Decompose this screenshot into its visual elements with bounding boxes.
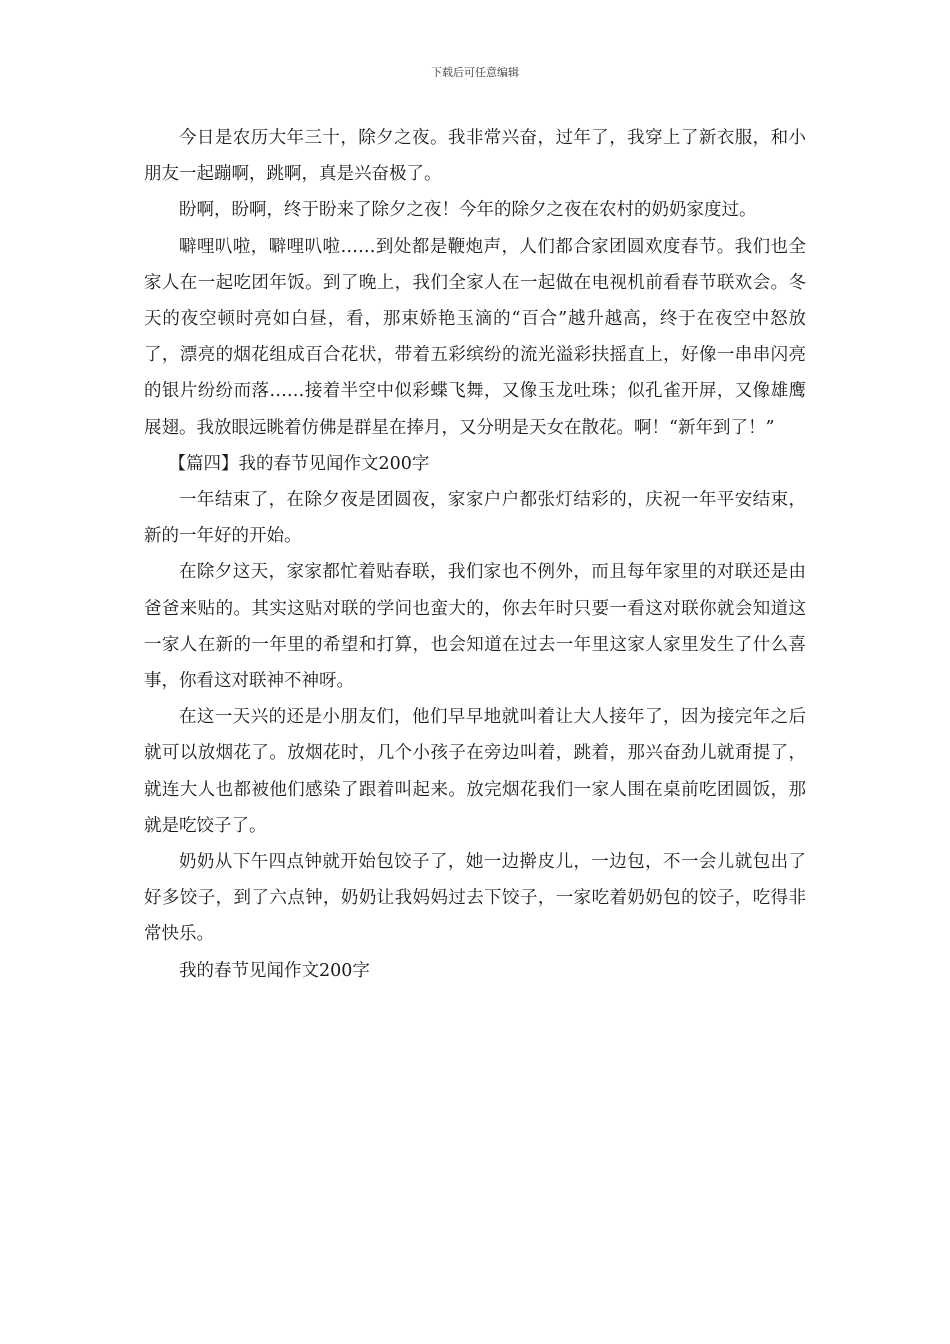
paragraph-1: 今日是农历大年三十，除夕之夜。我非常兴奋，过年了，我穿上了新衣服，和小朋友一起蹦啊，跳啊，真是兴奋极了。 [144,128,806,185]
paragraph-6: 在这一天兴的还是小朋友们，他们早早地就叫着让大人接年了，因为接完年之后就可以放烟花了。放烟花时，几个小孩子在旁边叫着，跳着，那兴奋劲儿就甭提了，就连大人也都被他们感染了跟着叫起来。放完烟花我们一家人围在桌前吃团圆饭，那就是吃饺子了。 [144,707,806,836]
section-title: 【篇四】我的春节见闻作文200字 [168,453,430,474]
document-body [144,120,806,989]
paragraph-5: 在除夕这天，家家都忙着贴春联，我们家也不例外，而且每年家里的对联还是由爸爸来贴的。其实这贴对联的学问也蛮大的，你去年时只要一看这对联你就会知道这一家人在新的一年里的希望和打算，也会知道在过去一年里这家人家里发生了什么喜事，你看这对联神不神呀。 [144,562,806,692]
page-header: 下载后可任意编辑 [431,66,519,79]
paragraph-7: 奶奶从下午四点钟就开始包饺子了，她一边擀皮儿，一边包，不一会儿就包出了好多饺子，到了六点钟，奶奶让我妈妈过去下饺子，一家吃着奶奶包的饺子，吃得非常快乐。 [144,852,806,945]
paragraph-2: 盼啊，盼啊，终于盼来了除夕之夜！今年的除夕之夜在农村的奶奶家度过。 [179,200,757,221]
paragraph-4: 一年结束了，在除夕夜是团圆夜，家家户户都张灯结彩的，庆祝一年平安结束，新的一年好的开始。 [144,490,806,547]
paragraph-3: 噼哩叭啦，噼哩叭啦……到处都是鞭炮声，人们都合家团圆欢度春节。我们也全家人在一起吃团年饭。到了晚上，我们全家人在一起做在电视机前看春节联欢会。冬天的夜空顿时亮如白昼，看，那束娇艳玉滴的“百合”越升越高，终于在夜空中怒放了，漂亮的烟花组成百合花状，带着五彩缤纷的流光溢彩扶摇直上，好像一串串闪亮的银片纷纷而落……接着半空中似彩蝶飞舞，又像玉龙吐珠；似孔雀开屏，又像雄鹰展翅。我放眼远眺着仿佛是群星在捧月，又分明是天女在散花。啊！“新年到了！” [144,236,806,438]
closing-title: 我的春节见闻作文200字 [179,960,370,981]
